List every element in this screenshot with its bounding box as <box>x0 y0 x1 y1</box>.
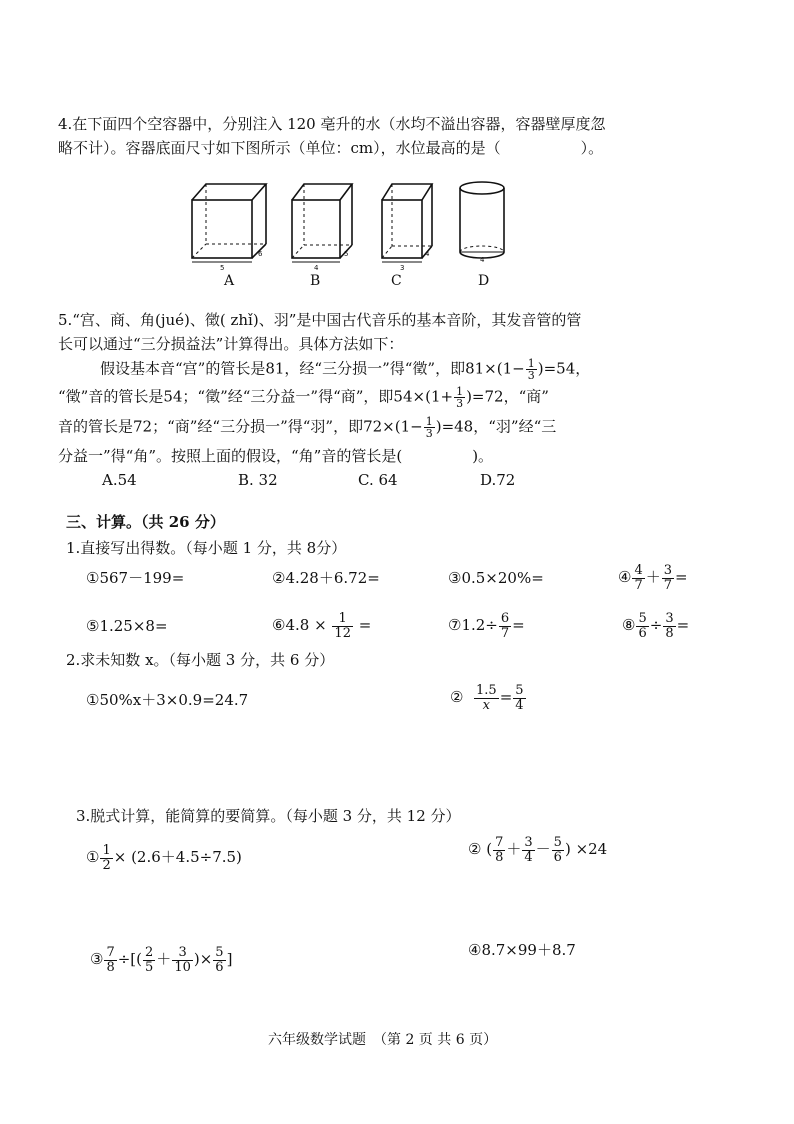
simplify-item-1: ① $\frac{1}{2}$ × (2.6＋4.5÷7.5) <box>86 842 242 873</box>
q5-text-line1: 5.“宫、商、角(jué)、徵( zhǐ)、羽”是中国古代音乐的基本音阶，其发音管的管 <box>58 311 582 329</box>
calc-item-5: ⑤1.25×8= <box>86 617 168 635</box>
calc-item-4: ④ $\frac{4}{7}$ ＋ $\frac{3}{7}$ = <box>618 562 688 593</box>
q5-paragraph-line3: 音的管长是72；“商”经“三分损一”得“羽”，即72×(1− $\frac{1}{3}$ )=48，“羽”经“三 <box>58 415 557 440</box>
calc-item-8: ⑧ $\frac{5}{6}$ ÷ $\frac{3}{8}$ = <box>622 610 690 641</box>
page-footer: 六年级数学试题 （第 2 页 共 6 页） <box>268 1032 498 1048</box>
simplify-item-4: ④8.7×99＋8.7 <box>468 941 576 959</box>
container-b-dim-depth: 5 <box>344 250 349 258</box>
option-b-label: B <box>310 273 321 289</box>
calc-item-7: ⑦1.2÷ $\frac{6}{7}$ = <box>448 610 525 641</box>
calc-item-3: ③0.5×20%= <box>448 569 544 587</box>
q5-choice-c: C. 64 <box>358 471 398 489</box>
q4-text-line2: 略不计）。容器底面尺寸如下图所示（单位：cm），水位最高的是（ ）。 <box>58 139 604 157</box>
calc-item-1: ①567－199= <box>86 569 185 587</box>
section3-title: 三、计算。（共 26 分） <box>66 513 225 531</box>
container-a-icon <box>192 184 266 262</box>
container-b-icon <box>292 184 352 262</box>
container-a-dim-depth: 6 <box>258 250 263 258</box>
q5-paragraph-line2: “徵”音的管长是54；“徵”经“三分益一”得“商”，即54×(1+ $\frac{1}{3}$ )=72，“商” <box>58 385 549 410</box>
option-a-label: A <box>224 273 235 289</box>
container-d-icon <box>460 182 504 258</box>
container-b-dim-width: 4 <box>314 264 319 272</box>
calc-item-2: ②4.28＋6.72= <box>272 569 380 587</box>
container-c-dim-depth: 4 <box>425 250 430 258</box>
section3-sub3-title: 3.脱式计算，能简算的要简算。（每小题 3 分，共 12 分） <box>76 807 461 825</box>
equation-item-1: ①50%x＋3×0.9=24.7 <box>86 691 249 709</box>
q4-text-line1: 4.在下面四个空容器中，分别注入 120 亳升的水（水均不溢出容器，容器壁厚度忽 <box>58 115 606 133</box>
calc-item-6: ⑥4.8 × $\frac{1}{12}$ = <box>272 610 372 641</box>
option-d-label: D <box>478 273 490 289</box>
simplify-item-2: ② ( $\frac{7}{8}$ ＋ $\frac{3}{4}$ － $\frac{5}{6}$ ) ×24 <box>468 834 608 865</box>
q5-text-line2: 长可以通过“三分损益法”计算得出。具体方法如下： <box>58 335 404 353</box>
section3-sub2-title: 2.求未知数 x。（每小题 3 分，共 6 分） <box>66 651 335 669</box>
fraction: $\frac{1}{3}$ <box>527 357 535 382</box>
q5-choice-a: A.54 <box>102 471 137 489</box>
equation-item-2: ② $\frac{1.5}{x}$ = $\frac{5}{4}$ <box>450 682 524 713</box>
q5-paragraph-line1: 假设基本音“宫”的管长是81，经“三分损一”得“徵”，即81×(1− $\frac{1}{3}$ )=54， <box>100 357 591 382</box>
fraction: $\frac{1}{3}$ <box>425 415 433 440</box>
q5-choice-d: D.72 <box>480 471 516 489</box>
container-d-dim-diameter: 4 <box>480 256 485 264</box>
fraction: $\frac{1}{3}$ <box>456 385 464 410</box>
container-c-dim-width: 3 <box>400 264 405 272</box>
section3-sub1-title: 1.直接写出得数。（每小题 1 分，共 8分） <box>66 539 347 557</box>
simplify-item-3: ③ $\frac{7}{8}$ ÷[( $\frac{2}{5}$ ＋ $\frac{3}{10}$ )× $\frac{5}{6}$ ] <box>90 944 233 975</box>
option-c-label: C <box>391 273 402 289</box>
container-a-dim-width: 5 <box>220 264 225 272</box>
q5-paragraph-line4: 分益一”得“角”。按照上面的假设，“角”音的管长是( )。 <box>58 447 494 465</box>
q5-choice-b: B. 32 <box>238 471 278 489</box>
